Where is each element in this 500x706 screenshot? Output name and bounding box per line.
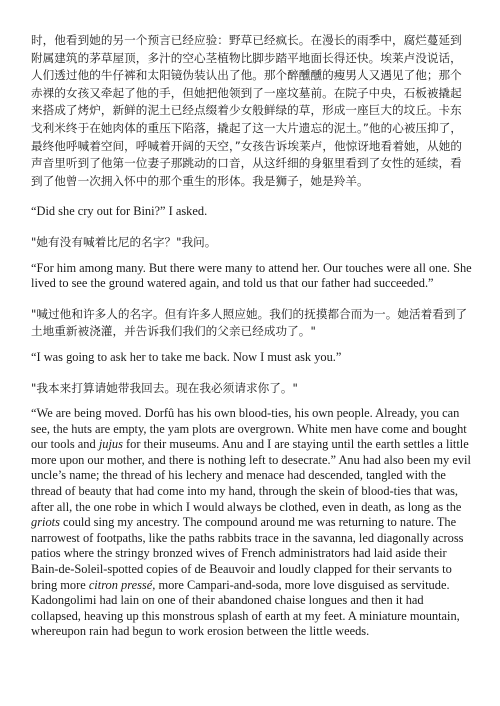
- paragraph-zh-2: "她有没有喊着比尼的名字？"我问。: [31, 234, 217, 249]
- paragraph-zh-1: 时，他看到她的另一个预言已经应验：野草已经疯长。在漫长的雨季中，腐烂蔓延到附属建筑的茅草屋顶，多汁的空心茎植物比脚步踏平地面长得还快。埃莱卢没说话，人们透过他的牛仔裤和太阳镜伪装认出了他。那个醉醺醺的瘦男人又遇见了他；那个赤裸的女孩又牵起了他的手，但她把他领到了一座坟墓前。在院子中央，石板被撬起来搭成了烤炉，新鲜的泥土已经点缀着少女般鲜绿的草，形成一座巨大的坟丘。卡东戈利米终于在她肉体的重压下陷落，撬起了这一大片遗忘的泥土。”他的心被压抑了，最终他呼喊着空间，呼喊着开阔的天空，”女孩告诉埃莱卢，他惊讶地看着她，从她的声音里听到了他第一位妻子那跳动的口音，从这纤细的身躯里看到了女性的延续，看到了他曾一次拥入怀中的那个重生的形体。我是狮子，她是羚羊。: [31, 33, 463, 188]
- text-segment: “We are being moved. Dorfû has his own blood-ties, his own people. Already, you can see, the huts are empty, the yam plots are overgrown. White men have come and bought our tools and: [31, 406, 467, 452]
- text-segment: for their museums. Anu and I are staying until the earth settles a little more upon our mother, and there is nothing left to desecrate.” Anu had also been my evil uncle’s name; the thread of his lechery and menace had descended, tangled with the thread of beauty that had come into my hand, through the skein of blood-ties that was, after all, the one robe in which I would always be clothed, even in death, as long as the: [31, 437, 471, 514]
- text-segment: , more Campari-and-soda, more love disguised as servitude. Kadongolimi had lain on one of their abandoned chaise longues and then it had collapsed, heaving up this monstrous splash of earth at my feet. A miniature mountain, whereupon rain had begun to work erosion between the little weeds.: [31, 577, 460, 639]
- paragraph-zh-3: "喊过他和许多人的名字。但有许多人照应她。我们的抚摸都合而为一。她活着看到了土地重新被浇灌，并告诉我们我们的父亲已经成功了。": [31, 306, 468, 339]
- paragraph-en-3: “I was going to ask her to take me back. Now I must ask you.”: [31, 349, 342, 364]
- italic-term-griots: griots: [31, 515, 60, 530]
- italic-term-jujus: jujus: [98, 437, 123, 452]
- document-page: [31, 32, 473, 640]
- text-segment: could sing my ancestry. The compound around me was returning to nature. The narrowest of footpaths, like the paths rabbits trace in the savanna, led diagonally across patios where the stringy bronzed wives of French administrators had laid aside their Bain-de-Soleil-spotted copies of de Beauvoir and loudly clapped for their servants to bring more: [31, 515, 464, 592]
- paragraph-en-4: [31, 406, 473, 640]
- italic-term-citron-presse: citron pressé: [88, 577, 153, 592]
- paragraph-en-2: “For him among many. But there were many to attend her. Our touches were all one. She lived to see the ground watered again, and told us that our father had succeeded.”: [31, 260, 472, 291]
- paragraph-en-1: “Did she cry out for Bini?” I asked.: [31, 204, 208, 219]
- paragraph-zh-4: "我本来打算请她带我回去。现在我必须请求你了。": [31, 380, 298, 395]
